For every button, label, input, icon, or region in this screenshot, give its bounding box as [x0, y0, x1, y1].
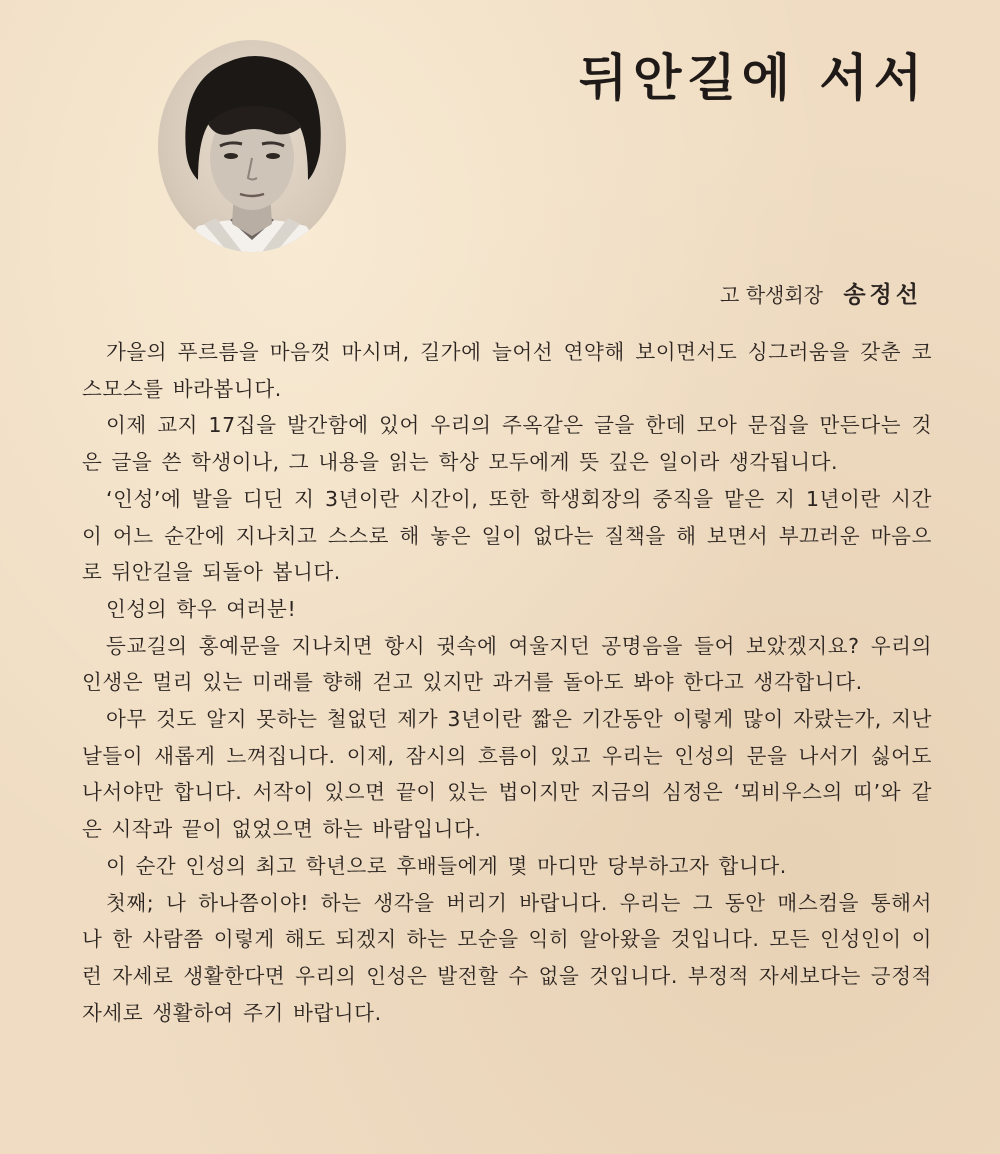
- author-name: 송정선: [843, 282, 922, 308]
- article-title: 뒤안길에 서서: [578, 49, 928, 107]
- body-paragraph: 등교길의 홍예문을 지나치면 항시 귓속에 여울지던 공명음을 들어 보았겠지요? 우리의 인생은 멀리 있는 미래를 향해 걷고 있지만 과거를 돌아도 봐야 한다고 생각합니다.: [82, 633, 932, 695]
- portrait-illustration: [158, 40, 346, 252]
- author-portrait-photo: [158, 40, 346, 252]
- body-paragraph: 이 순간 인성의 최고 학년으로 후배들에게 몇 마디만 당부하고자 합니다.: [106, 853, 787, 878]
- body-paragraph: ‘인성’에 발을 디딘 지 3년이란 시간이, 또한 학생회장의 중직을 맡은 지 1년이란 시간이 어느 순간에 지나치고 스스로 해 놓은 일이 없다는 질책을 해 보면서 부끄러운 마음으로 뒤안길을 되돌아 봅니다.: [82, 486, 932, 585]
- body-paragraph: 인성의 학우 여러분!: [106, 596, 297, 621]
- author-role: 고 학생회장: [720, 283, 823, 307]
- article-body: [82, 334, 932, 1031]
- body-paragraph: 아무 것도 알지 못하는 철없던 제가 3년이란 짧은 기간동안 이렇게 많이 자랐는가, 지난 날들이 새롭게 느껴집니다. 이제, 잠시의 흐름이 있고 우리는 인성의 문을 나서기 싫어도 나서야만 합니다. 서작이 있으면 끝이 있는 법이지만 지금의 심정은 ‘뫼비우스의 띠’와 같은 시작과 끝이 없었으면 하는 바람입니다.: [82, 707, 932, 842]
- body-paragraph: 가을의 푸르름을 마음껏 마시며, 길가에 늘어선 연약해 보이면서도 싱그러움을 갖춘 코스모스를 바라봅니다.: [82, 340, 932, 401]
- author-byline: [720, 276, 922, 309]
- body-paragraph: 첫째; 나 하나쯤이야! 하는 생각을 버리기 바랍니다. 우리는 그 동안 매스컴을 통해서 나 한 사람쯤 이렇게 해도 되겠지 하는 모순을 익히 알아왔을 것입니다. 모든 인성인이 이런 자세로 생활한다면 우리의 인성은 발전할 수 없을 것입니다. 부정적 자세보다는 긍정적 자세로 생활하여 주기 바랍니다.: [82, 890, 932, 1025]
- body-paragraph: 이제 교지 17집을 발간함에 있어 우리의 주옥같은 글을 한데 모아 문집을 만든다는 것은 글을 쓴 학생이나, 그 내용을 읽는 학상 모두에게 뜻 깊은 일이라 생각됩니다.: [82, 413, 932, 475]
